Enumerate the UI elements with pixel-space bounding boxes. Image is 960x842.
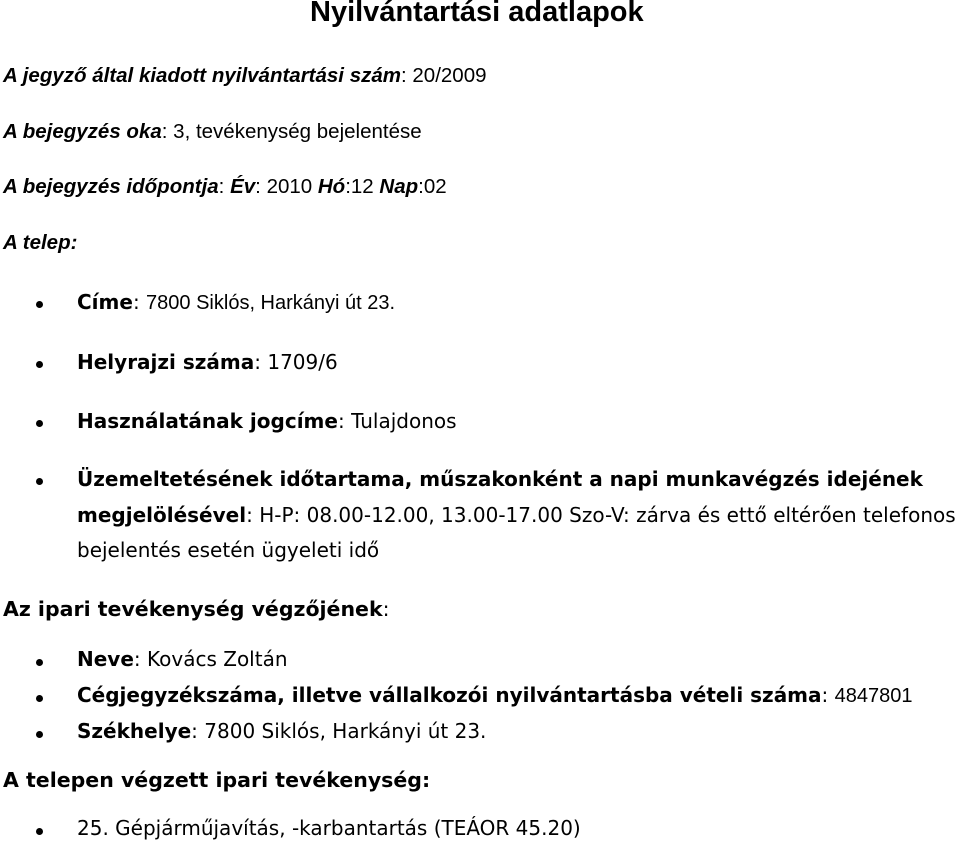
activity-value: 25. Gépjárműjavítás, -karbantartás (TEÁOR 45.20)	[77, 816, 581, 840]
use-value: Tulajdonos	[351, 409, 457, 433]
date-label: A bejegyzés időpontja	[3, 175, 219, 198]
operator-reg-label: Cégjegyzékszáma, illetve vállalkozói nyilvántartásba vételi száma	[77, 683, 822, 707]
registration-line: A jegyző által kiadott nyilvántartási szám: 20/2009	[3, 64, 487, 87]
hours-value-line-3: bejelentés esetén ügyeleti idő	[77, 538, 380, 562]
bullet-icon	[36, 301, 43, 308]
site-hours-line-2: megjelölésével: H-P: 08.00-12.00, 13.00-17.00 Szo-V: zárva és ettő eltérően telefonos	[77, 503, 956, 527]
date-line: A bejegyzés időpontja: Év: 2010 Hó:12 Nap:02	[3, 175, 447, 198]
page-title: Nyilvántartási adatlapok	[310, 0, 644, 28]
activity-heading: A telepen végzett ipari tevékenység:	[3, 768, 431, 792]
registration-value: 20/2009	[412, 64, 487, 87]
hours-value-line-2: H-P: 08.00-12.00, 13.00-17.00 Szo-V: zárva és ettő eltérően telefonos	[259, 503, 956, 527]
bullet-icon	[36, 420, 43, 427]
operator-seat-label: Székhelye	[77, 719, 192, 743]
site-heading: A telep:	[3, 231, 78, 254]
month-value: 12	[350, 175, 374, 198]
hours-label-line-1: Üzemeltetésének időtartama, műszakonként a napi munkavégzés idejének	[77, 467, 923, 491]
bullet-icon	[36, 478, 43, 485]
site-hours-item	[77, 467, 923, 491]
address-label: Címe	[77, 290, 133, 314]
operator-reg-item: Cégjegyzékszáma, illetve vállalkozói nyilvántartásba vételi száma: 4847801	[77, 683, 913, 707]
site-hours-line-3	[77, 538, 379, 562]
bullet-icon	[36, 659, 43, 666]
bullet-icon	[36, 828, 43, 835]
operator-reg-value: 4847801	[834, 685, 913, 707]
registration-label: A jegyző által kiadott nyilvántartási szám	[3, 64, 401, 87]
year-value: 2010	[266, 175, 313, 198]
site-use-item: Használatának jogcíme: Tulajdonos	[77, 409, 457, 433]
parcel-label: Helyrajzi száma	[77, 350, 255, 374]
operator-name-value: Kovács Zoltán	[147, 647, 288, 671]
bullet-icon	[36, 731, 43, 738]
day-label: Nap	[379, 175, 419, 198]
operator-name-item: Neve: Kovács Zoltán	[77, 647, 288, 671]
day-value: 02	[423, 175, 447, 198]
activity-item	[77, 816, 581, 840]
use-label: Használatának jogcíme	[77, 409, 338, 433]
parcel-value: 1709/6	[267, 350, 338, 374]
month-label: Hó	[317, 175, 346, 198]
reason-label: A bejegyzés oka	[3, 120, 162, 143]
operator-heading: Az ipari tevékenység végzőjének:	[3, 597, 390, 621]
reason-line: A bejegyzés oka: 3, tevékenység bejelentése	[3, 120, 422, 143]
operator-seat-value: 7800 Siklós, Harkányi út 23.	[204, 719, 487, 743]
operator-name-label: Neve	[77, 647, 134, 671]
address-value: 7800 Siklós, Harkányi út 23.	[146, 292, 396, 314]
site-address-item: Címe: 7800 Siklós, Harkányi út 23.	[77, 290, 396, 314]
year-label: Év	[230, 175, 256, 198]
bullet-icon	[36, 361, 43, 368]
site-parcel-item: Helyrajzi száma: 1709/6	[77, 350, 338, 374]
reason-value: 3, tevékenység bejelentése	[173, 120, 422, 143]
operator-seat-item: Székhelye: 7800 Siklós, Harkányi út 23.	[77, 719, 487, 743]
hours-label-line-2: megjelölésével	[77, 503, 247, 527]
bullet-icon	[36, 695, 43, 702]
